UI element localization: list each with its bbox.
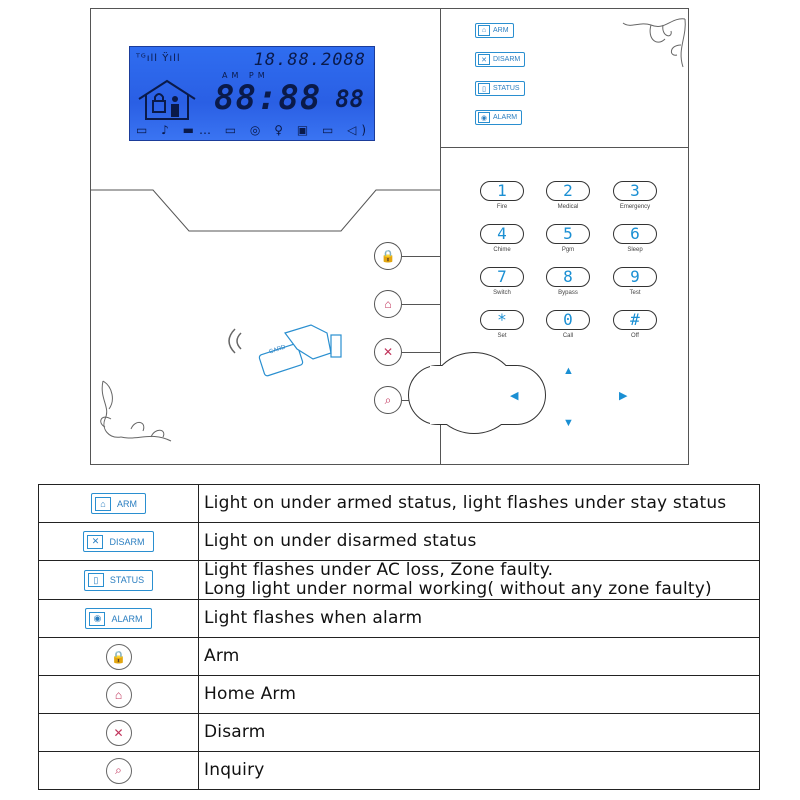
- nav-up-icon[interactable]: ▲: [563, 365, 574, 377]
- legend-row-disarm-button: [39, 714, 760, 752]
- legend-row-disarm: [39, 523, 760, 561]
- legend-desc-line1: Light flashes under AC loss, Zone faulty.: [204, 560, 554, 580]
- key-6[interactable]: 6: [613, 224, 657, 244]
- legend-desc: Arm: [199, 638, 760, 676]
- nav-right-icon[interactable]: ▶: [619, 390, 628, 402]
- legend-desc: Light flashes when alarm: [199, 600, 760, 638]
- arm-button[interactable]: [374, 242, 402, 270]
- legend-desc: Inquiry: [199, 752, 760, 790]
- legend-row-alarm: [39, 600, 760, 638]
- card-reader-icon: [227, 319, 347, 379]
- key-7-label: Switch: [493, 290, 511, 296]
- legend-row-arm: [39, 485, 760, 523]
- key-2[interactable]: 2: [546, 181, 590, 201]
- arm-button-leader: [402, 256, 440, 257]
- status-icon: ▯: [88, 573, 104, 587]
- lcd-zone-number: 88: [335, 85, 364, 113]
- house-icon: ⌂: [384, 297, 392, 311]
- key-star-label: Set: [497, 333, 507, 339]
- indicator-alarm-label: ALARM: [493, 114, 518, 121]
- disarm-indicator-badge: ✕ DISARM: [83, 531, 153, 552]
- key-6-label: Sleep: [627, 247, 643, 253]
- legend-table: [38, 484, 760, 790]
- indicator-status-label: STATUS: [493, 85, 520, 92]
- key-7[interactable]: 7: [480, 267, 524, 287]
- house-lock-icon: ⌂: [95, 497, 111, 511]
- alarm-indicator-badge: ◉ ALARM: [85, 608, 151, 629]
- status-icon: ▯: [478, 83, 490, 94]
- key-8-label: Bypass: [558, 290, 578, 296]
- key-hash-label: Off: [631, 333, 639, 339]
- indicator-status: [475, 81, 525, 96]
- inquiry-icon: ⌕: [384, 392, 392, 407]
- key-5[interactable]: 5: [546, 224, 590, 244]
- legend-row-inquiry-button: [39, 752, 760, 790]
- house-x-icon: ✕: [382, 345, 394, 359]
- arm-indicator-badge: ⌂ ARM: [91, 493, 146, 514]
- indicator-arm: [475, 23, 514, 38]
- legend-desc: Light on under armed status, light flashes under stay status: [199, 485, 760, 523]
- disarm-button-leader: [402, 352, 440, 353]
- legend-desc: [199, 561, 760, 600]
- legend-desc: Home Arm: [199, 676, 760, 714]
- home-arm-button[interactable]: [374, 290, 402, 318]
- lcd-time: 88:88: [214, 78, 322, 118]
- legend-row-arm-button: [39, 638, 760, 676]
- indicator-disarm-label: DISARM: [493, 56, 521, 63]
- ornament-bottom-left: [101, 381, 171, 441]
- lcd-house-lock-icon: [136, 77, 198, 121]
- key-hash[interactable]: #: [613, 310, 657, 330]
- alarm-icon: ◉: [89, 612, 105, 626]
- house-icon: ⌂: [106, 682, 132, 708]
- indicator-alarm: [475, 110, 522, 125]
- key-5-label: Pgm: [561, 247, 575, 253]
- legend-row-status: [39, 561, 760, 600]
- ornament-top-right: [623, 19, 685, 67]
- key-2-label: Medical: [557, 204, 579, 210]
- indicator-disarm: [475, 52, 525, 67]
- legend-desc: Light on under disarmed status: [199, 523, 760, 561]
- key-9[interactable]: 9: [613, 267, 657, 287]
- lcd-signal-indicator: ᵀᴳıll Ϋıll: [136, 53, 181, 64]
- house-x-icon: ✕: [478, 54, 490, 65]
- lcd-display: [129, 46, 375, 141]
- lock-icon: 🔒: [106, 644, 132, 670]
- key-8[interactable]: 8: [546, 267, 590, 287]
- disarm-button[interactable]: [374, 338, 402, 366]
- key-9-label: Test: [629, 290, 641, 296]
- indicator-arm-label: ARM: [493, 27, 509, 34]
- key-4-label: Chime: [493, 247, 511, 253]
- card-label: CARD: [268, 344, 287, 356]
- house-x-icon: ✕: [87, 535, 103, 549]
- house-x-icon: ✕: [106, 720, 132, 746]
- legend-row-home-arm-button: [39, 676, 760, 714]
- legend-desc: Disarm: [199, 714, 760, 752]
- alarm-icon: ◉: [478, 112, 490, 123]
- lcd-ampm: AM PM: [222, 71, 269, 80]
- nav-down-icon[interactable]: ▼: [563, 417, 574, 429]
- lcd-status-icons: ▭ ♪ ▬… ▭ ◎ ♀ ▣ ▭ ◁): [136, 123, 372, 137]
- key-3-label: Emergency: [619, 204, 651, 210]
- key-star[interactable]: *: [480, 310, 524, 330]
- nav-pad-center: [430, 365, 518, 425]
- key-1-label: Fire: [496, 204, 508, 210]
- key-3[interactable]: 3: [613, 181, 657, 201]
- nav-left-icon[interactable]: ◀: [510, 390, 519, 402]
- key-0[interactable]: 0: [546, 310, 590, 330]
- inquiry-button[interactable]: [374, 386, 402, 414]
- key-1[interactable]: 1: [480, 181, 524, 201]
- inquiry-icon: ⌕: [106, 758, 132, 784]
- legend-desc-line2: Long light under normal working( without any zone faulty): [204, 579, 712, 599]
- key-4[interactable]: 4: [480, 224, 524, 244]
- home-arm-button-leader: [402, 304, 440, 305]
- key-0-label: Call: [562, 333, 574, 339]
- status-indicator-badge: ▯ STATUS: [84, 570, 153, 591]
- lock-icon: 🔒: [380, 249, 396, 263]
- panel-divider-horizontal: [440, 147, 689, 148]
- house-lock-icon: ⌂: [478, 25, 490, 36]
- lcd-date: 18.88.2088: [253, 50, 366, 70]
- alarm-panel-front: [90, 8, 689, 465]
